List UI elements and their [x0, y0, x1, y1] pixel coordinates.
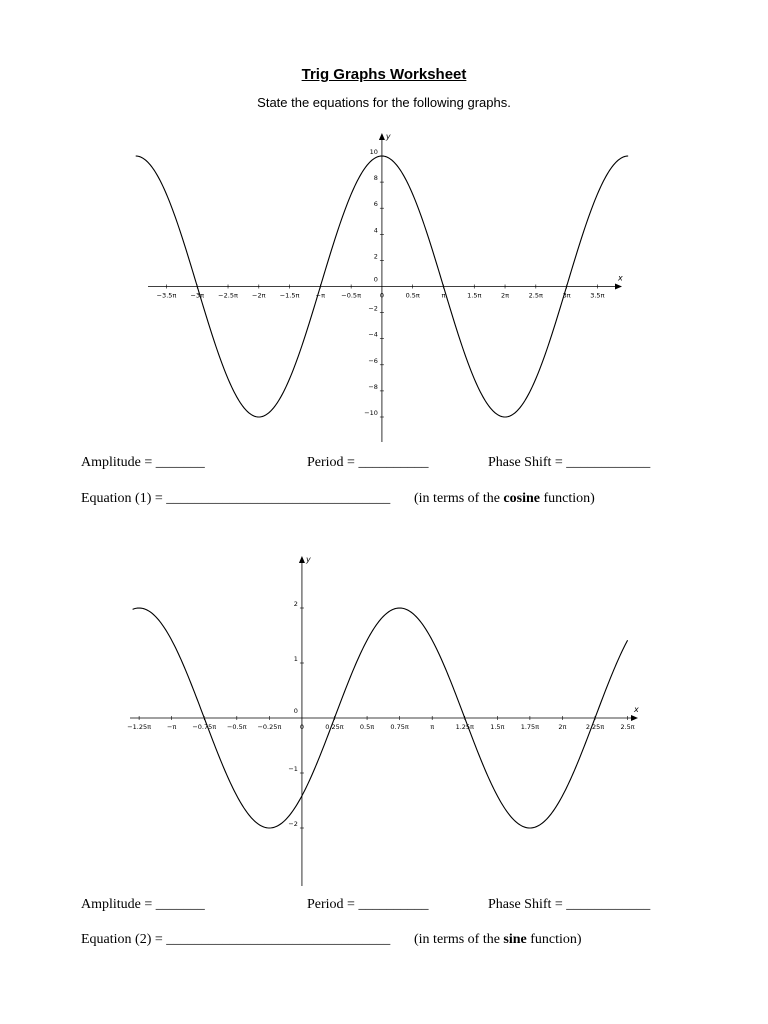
equation-2-blank: Equation (2) = ________________________________ — [81, 932, 391, 947]
x-tick-label: 2.5π — [528, 291, 543, 300]
x-tick-label: 3.5π — [590, 291, 605, 300]
x-tick-label: 2π — [558, 723, 567, 731]
y-tick-label: 0 — [293, 707, 298, 715]
x-tick-label: −1.25π — [127, 723, 152, 731]
graph-2-sine — [0, 540, 768, 890]
x-tick-label: 1.5π — [467, 291, 482, 300]
phase-shift-2-label: Phase Shift = ____________ — [488, 897, 651, 912]
x-tick-label: −0.5π — [341, 291, 361, 300]
x-tick-label: 0.5π — [405, 291, 420, 300]
y-tick-label: −6 — [368, 356, 378, 365]
x-tick-label: −1.5π — [279, 291, 300, 300]
x-tick-label: −π — [315, 291, 326, 300]
x-tick-label: 0 — [299, 723, 305, 731]
y-axis-arrow — [299, 556, 305, 563]
x-axis-arrow — [615, 284, 622, 290]
period-2-label: Period = __________ — [307, 897, 429, 912]
y-axis-label: y — [385, 132, 391, 141]
equation-2-note-post: function) — [526, 932, 582, 947]
equation-2-note-pre: (in terms of the — [414, 932, 504, 947]
x-tick-label: −π — [166, 723, 177, 731]
x-tick-label: −0.75π — [192, 723, 217, 731]
graph-1-cosine — [0, 120, 768, 450]
x-tick-label: −3π — [190, 291, 204, 300]
worksheet-instructions: State the equations for the following graphs. — [257, 95, 511, 110]
y-tick-label: −1 — [288, 765, 298, 773]
x-tick-label: 0.5π — [359, 723, 375, 731]
x-tick-label: π — [441, 291, 446, 300]
x-tick-label: 2.5π — [620, 723, 635, 731]
period-1-label: Period = __________ — [307, 455, 429, 470]
x-axis-label: x — [618, 273, 623, 283]
x-tick-label: −3.5π — [156, 291, 177, 300]
y-tick-label: 1 — [293, 655, 298, 663]
y-axis-label: y — [305, 555, 311, 564]
x-tick-label: 3π — [562, 291, 571, 300]
x-tick-label: π — [430, 723, 435, 731]
equation-1-function-name: cosine — [503, 491, 540, 506]
y-tick-label: 0 — [373, 275, 378, 284]
x-tick-label: 1.5π — [490, 723, 505, 731]
y-tick-label: 4 — [373, 226, 378, 235]
x-tick-label: −0.5π — [226, 723, 247, 731]
equation-1-note-post: function) — [539, 491, 595, 506]
y-tick-label: 6 — [373, 200, 378, 209]
worksheet-title: Trig Graphs Worksheet — [301, 66, 467, 83]
x-tick-label: 0.25π — [325, 723, 344, 731]
y-tick-label: −10 — [364, 409, 378, 417]
y-axis-arrow — [379, 133, 385, 140]
y-tick-label: −8 — [368, 382, 378, 391]
equation-1-note — [414, 491, 595, 507]
x-tick-label: −2.5π — [218, 291, 238, 300]
x-tick-label: 0.75π — [390, 723, 409, 731]
equation-2-note — [414, 932, 582, 948]
x-tick-label: 1.25π — [455, 723, 474, 731]
x-tick-label: 2π — [501, 291, 510, 300]
equation-1-blank: Equation (1) = ________________________________ — [81, 491, 391, 506]
amplitude-1-label: Amplitude = _______ — [81, 455, 205, 470]
x-tick-label: 2.25π — [585, 723, 605, 731]
y-tick-label: −2 — [368, 304, 378, 313]
x-tick-label: 0 — [379, 291, 384, 300]
equation-2-function-name: sine — [503, 932, 527, 947]
x-tick-label: 1.75π — [520, 723, 540, 731]
amplitude-2-label: Amplitude = _______ — [81, 897, 205, 912]
x-axis-label: x — [634, 705, 639, 714]
x-tick-label: −0.25π — [257, 723, 282, 731]
y-tick-label: −4 — [368, 330, 378, 339]
y-tick-label: −2 — [288, 820, 298, 828]
y-tick-label: 10 — [369, 148, 378, 156]
y-tick-label: 2 — [293, 600, 298, 608]
y-tick-label: 8 — [373, 174, 378, 183]
equation-1-note-pre: (in terms of the — [414, 491, 504, 506]
phase-shift-1-label: Phase Shift = ____________ — [488, 455, 651, 470]
x-axis-arrow — [631, 715, 638, 721]
y-tick-label: 2 — [373, 252, 378, 261]
x-tick-label: −2π — [252, 291, 266, 300]
